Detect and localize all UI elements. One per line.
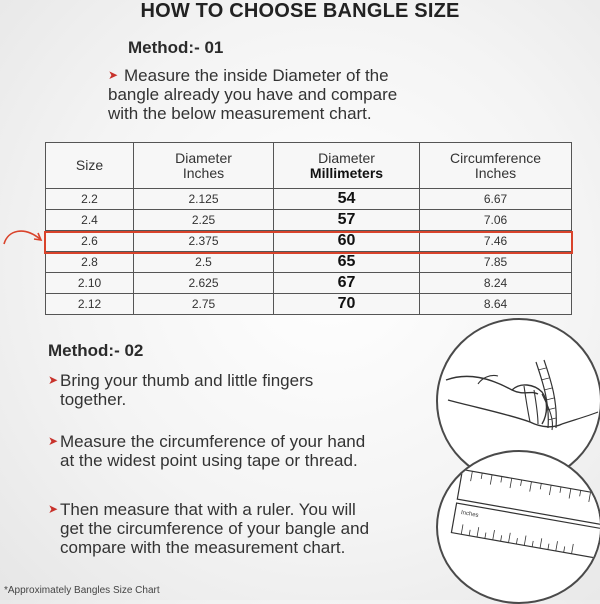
table-row-highlighted [46, 231, 572, 252]
cell-size: 2.2 [46, 189, 134, 210]
bullet-arrow-icon: ➤ [108, 68, 119, 82]
page-title: HOW TO CHOOSE BANGLE SIZE [140, 0, 460, 22]
header-circumference [420, 143, 572, 189]
cell-size: 2.8 [46, 252, 134, 273]
cell-diameter-inches: 2.75 [134, 294, 274, 315]
header-size [46, 143, 134, 189]
cell-size: 2.10 [46, 273, 134, 294]
header-diameter-mm-line2: Millimeters [309, 164, 384, 181]
cell-circumference: 8.64 [420, 294, 572, 315]
method2-item1-line2: together. [60, 390, 127, 409]
method2-heading: Method:- 02 [48, 341, 144, 360]
method2-item [48, 500, 428, 557]
cell-diameter-inches: 2.25 [134, 210, 274, 231]
cell-size: 2.12 [46, 294, 134, 315]
method1-text-line3: with the below measurement chart. [108, 104, 372, 123]
header-diameter-inches-line2: Inches [182, 164, 225, 181]
cell-diameter-mm: 70 [274, 294, 420, 315]
method1-text-line2: bangle already you have and compare [108, 85, 398, 104]
cell-diameter-mm: 57 [274, 210, 420, 231]
cell-circumference: 8.24 [420, 273, 572, 294]
ruler-illustration [436, 450, 600, 604]
method2-item2-line1: Measure the circumference of your hand [60, 432, 366, 451]
header-circumference-line1: Circumference [449, 149, 542, 166]
table-row [46, 189, 572, 210]
cell-size: 2.6 [46, 231, 134, 252]
cell-diameter-mm: 54 [274, 189, 420, 210]
table-row [46, 273, 572, 294]
cell-diameter-mm: 60 [274, 231, 420, 252]
table-row [46, 210, 572, 231]
method2-item [48, 432, 428, 470]
cell-size: 2.4 [46, 210, 134, 231]
header-diameter-mm [274, 143, 420, 189]
header-diameter-mm-line1: Diameter [318, 149, 375, 166]
header-diameter-inches-line1: Diameter [175, 149, 232, 166]
header-circumference-line2: Inches [474, 164, 517, 181]
method2-item1-line1: Bring your thumb and little fingers [60, 371, 314, 390]
cell-circumference: 6.67 [420, 189, 572, 210]
header-size-label: Size [75, 157, 104, 173]
size-chart-table [45, 142, 572, 315]
curved-arrow-icon [2, 222, 46, 248]
cell-circumference: 7.06 [420, 210, 572, 231]
cell-diameter-inches: 2.375 [134, 231, 274, 252]
cell-diameter-inches: 2.625 [134, 273, 274, 294]
cell-diameter-inches: 2.5 [134, 252, 274, 273]
cell-diameter-inches: 2.125 [134, 189, 274, 210]
method2-item2-line2: at the widest point using tape or thread. [60, 451, 358, 470]
method1-heading: Method:- 01 [128, 38, 224, 57]
ruler-label: Inches [460, 509, 479, 519]
ruler-icon [438, 452, 600, 602]
table-row [46, 294, 572, 315]
method2-item [48, 371, 428, 409]
table-header-row [46, 143, 572, 189]
bullet-arrow-icon: ➤ [48, 502, 59, 516]
method1-text-line1: Measure the inside Diameter of the [124, 66, 389, 85]
cell-diameter-mm: 67 [274, 273, 420, 294]
cell-diameter-mm: 65 [274, 252, 420, 273]
method2-item3-line3: compare with the measurement chart. [60, 538, 346, 557]
method2-item3-line2: get the circumference of your bangle and [60, 519, 370, 538]
table-row [46, 252, 572, 273]
bullet-arrow-icon: ➤ [48, 434, 59, 448]
footnote: *Approximately Bangles Size Chart [4, 585, 160, 596]
header-diameter-inches [134, 143, 274, 189]
method2-item3-line1: Then measure that with a ruler. You will [60, 500, 356, 519]
cell-circumference: 7.85 [420, 252, 572, 273]
cell-circumference: 7.46 [420, 231, 572, 252]
method1-bullet [108, 66, 468, 123]
bullet-arrow-icon: ➤ [48, 373, 59, 387]
